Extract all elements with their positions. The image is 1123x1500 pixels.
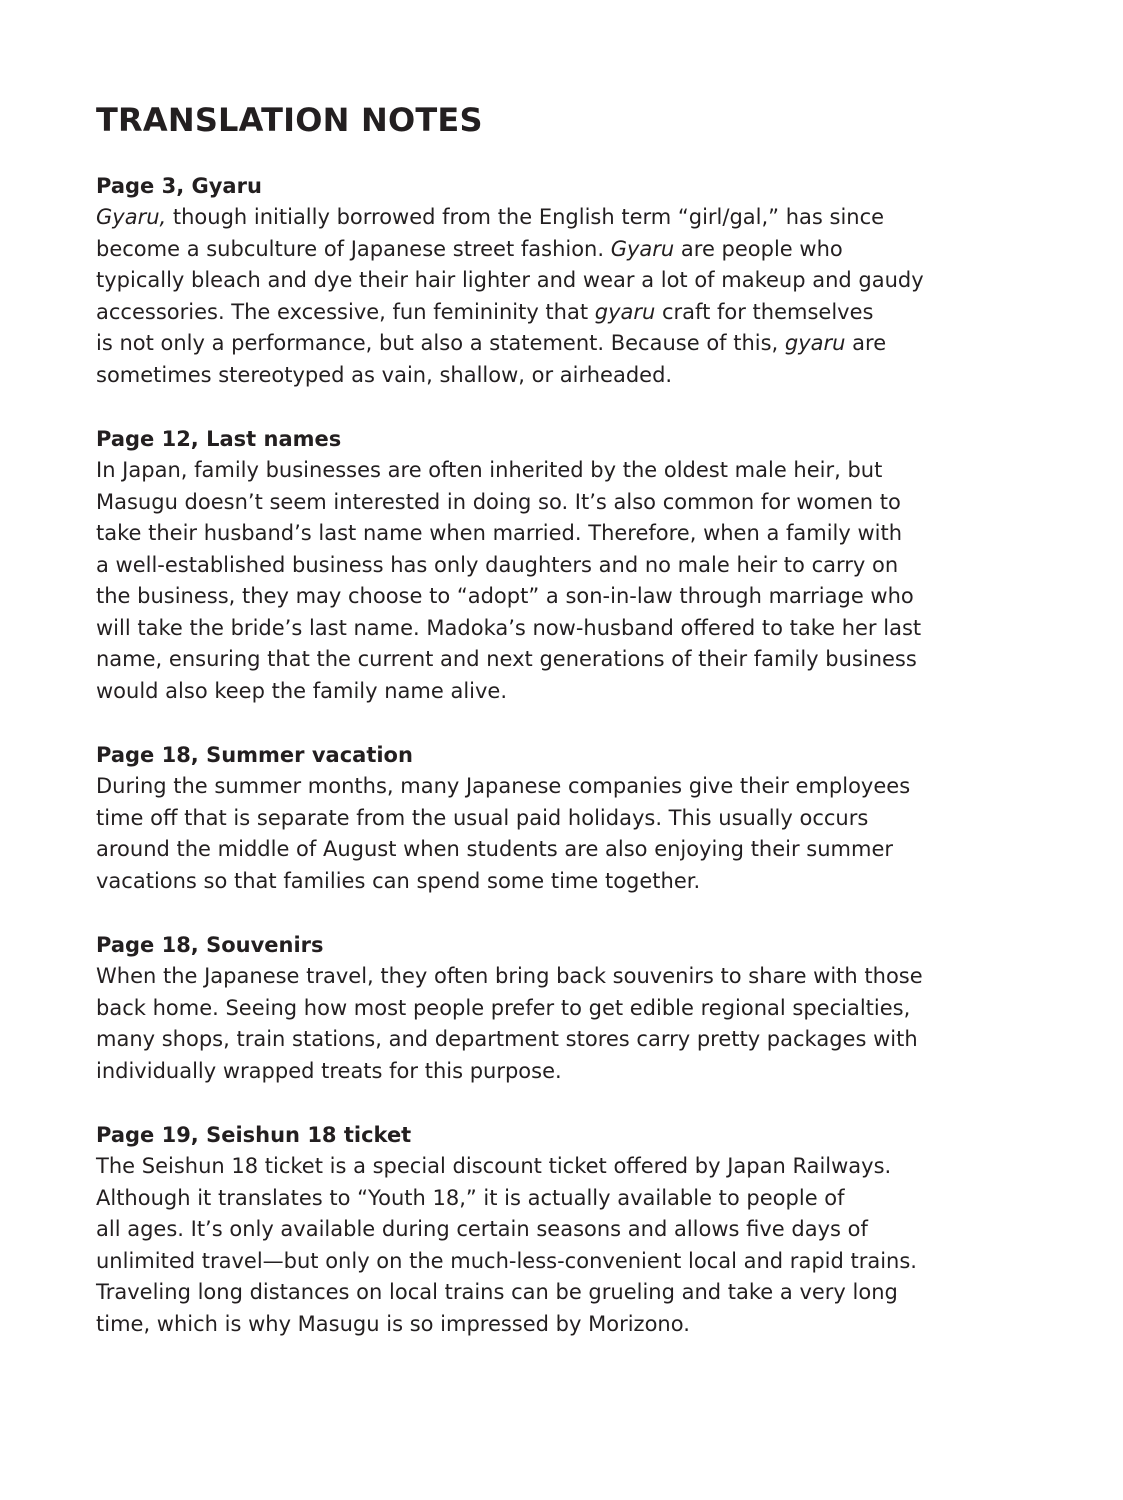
text-segment: vacations so that families can spend some time together. bbox=[96, 868, 701, 893]
text-segment: In Japan, family businesses are often inherited by the oldest male heir, but bbox=[96, 458, 883, 482]
text-segment: When the Japanese travel, they often bring back souvenirs to share with those bbox=[96, 964, 923, 988]
text-segment: is not only a performance, but also a statement. Because of this, bbox=[96, 331, 785, 355]
note-body-line bbox=[96, 866, 1036, 898]
note-body-line bbox=[96, 265, 1036, 297]
note-heading: Page 18, Souvenirs bbox=[96, 933, 324, 957]
notes-list bbox=[96, 170, 1036, 1340]
note-heading: Page 3, Gyaru bbox=[96, 174, 262, 198]
note-body-line bbox=[96, 834, 1036, 866]
note-body-line bbox=[96, 644, 1036, 676]
note-body-line bbox=[96, 1214, 1036, 1246]
note-section bbox=[96, 170, 1036, 391]
text-segment: time off that is separate from the usual paid holidays. This usually occurs bbox=[96, 805, 869, 830]
note-body-line bbox=[96, 518, 1036, 550]
text-segment: The Seishun 18 ticket is a special discount ticket offered by Japan Railways. bbox=[96, 1154, 892, 1178]
note-body-line bbox=[96, 550, 1036, 582]
text-segment: become a subculture of Japanese street fashion. bbox=[96, 236, 611, 261]
text-segment: Although it translates to “Youth 18,” it is actually available to people of bbox=[96, 1185, 845, 1210]
note-body-line bbox=[96, 993, 1036, 1025]
text-segment: will take the bride’s last name. Madoka’s now-husband offered to take her last bbox=[96, 615, 922, 640]
note-section bbox=[96, 1119, 1036, 1340]
note-body-line bbox=[96, 360, 1036, 392]
note-body-line bbox=[96, 297, 1036, 329]
text-segment: around the middle of August when students are also enjoying their summer bbox=[96, 837, 894, 861]
note-body-line bbox=[96, 1309, 1036, 1341]
note-body-line bbox=[96, 613, 1036, 645]
note-body-line bbox=[96, 1183, 1036, 1215]
text-segment: a well-established business has only daughters and no male heir to carry on bbox=[96, 552, 899, 577]
text-segment: take their husband’s last name when married. Therefore, when a family with bbox=[96, 521, 903, 545]
text-segment: sometimes stereotyped as vain, shallow, or airheaded. bbox=[96, 362, 673, 387]
note-heading: Page 12, Last names bbox=[96, 427, 342, 451]
note-body-line bbox=[96, 961, 1036, 993]
text-segment: back home. Seeing how most people prefer to get edible regional specialties, bbox=[96, 995, 911, 1020]
note-body-line bbox=[96, 1151, 1036, 1183]
text-segment: During the summer months, many Japanese companies give their employees bbox=[96, 774, 911, 798]
text-segment: Traveling long distances on local trains can be grueling and take a very long bbox=[96, 1280, 898, 1304]
note-heading: Page 18, Summer vacation bbox=[96, 743, 413, 767]
note-body-line bbox=[96, 803, 1036, 835]
note-body-line bbox=[96, 487, 1036, 519]
text-segment: the business, they may choose to “adopt” a son-in-law through marriage who bbox=[96, 584, 914, 608]
text-segment: all ages. It’s only available during certain seasons and allows five days of bbox=[96, 1217, 868, 1241]
text-segment: individually wrapped treats for this purpose. bbox=[96, 1058, 562, 1083]
note-section bbox=[96, 929, 1036, 1087]
text-segment: unlimited travel—but only on the much-less-convenient local and rapid trains. bbox=[96, 1248, 917, 1273]
note-body-line bbox=[96, 202, 1036, 234]
document-page bbox=[96, 96, 1036, 1372]
note-body-line bbox=[96, 1024, 1036, 1056]
note-body-line bbox=[96, 328, 1036, 360]
note-body-line bbox=[96, 455, 1036, 487]
note-section bbox=[96, 739, 1036, 897]
note-body-line bbox=[96, 676, 1036, 708]
text-segment: are bbox=[845, 331, 887, 355]
text-segment: craft for themselves bbox=[655, 299, 874, 324]
text-segment: time, which is why Masugu is so impressed by Morizono. bbox=[96, 1311, 690, 1336]
page-title: TRANSLATION NOTES bbox=[96, 101, 483, 139]
note-body-line bbox=[96, 1246, 1036, 1278]
text-segment: typically bleach and dye their hair lighter and wear a lot of makeup and gaudy bbox=[96, 268, 924, 292]
text-segment: accessories. The excessive, fun femininity that bbox=[96, 299, 595, 324]
text-segment: Masugu doesn’t seem interested in doing so. It’s also common for women to bbox=[96, 489, 901, 514]
italic-term: Gyaru bbox=[610, 236, 675, 261]
text-segment: would also keep the family name alive. bbox=[96, 678, 508, 703]
note-body-line bbox=[96, 1056, 1036, 1088]
text-segment: name, ensuring that the current and next generations of their family business bbox=[96, 647, 917, 671]
note-section bbox=[96, 423, 1036, 707]
italic-term: Gyaru, bbox=[96, 205, 167, 229]
note-body-line bbox=[96, 771, 1036, 803]
note-body-line bbox=[96, 234, 1036, 266]
note-body-line bbox=[96, 1277, 1036, 1309]
note-heading: Page 19, Seishun 18 ticket bbox=[96, 1123, 412, 1147]
text-segment: many shops, train stations, and department stores carry pretty packages with bbox=[96, 1027, 918, 1051]
text-segment: though initially borrowed from the English term “girl/gal,” has since bbox=[166, 205, 885, 229]
italic-term: gyaru bbox=[784, 331, 846, 355]
italic-term: gyaru bbox=[594, 299, 656, 324]
text-segment: are people who bbox=[674, 236, 843, 261]
note-body-line bbox=[96, 581, 1036, 613]
